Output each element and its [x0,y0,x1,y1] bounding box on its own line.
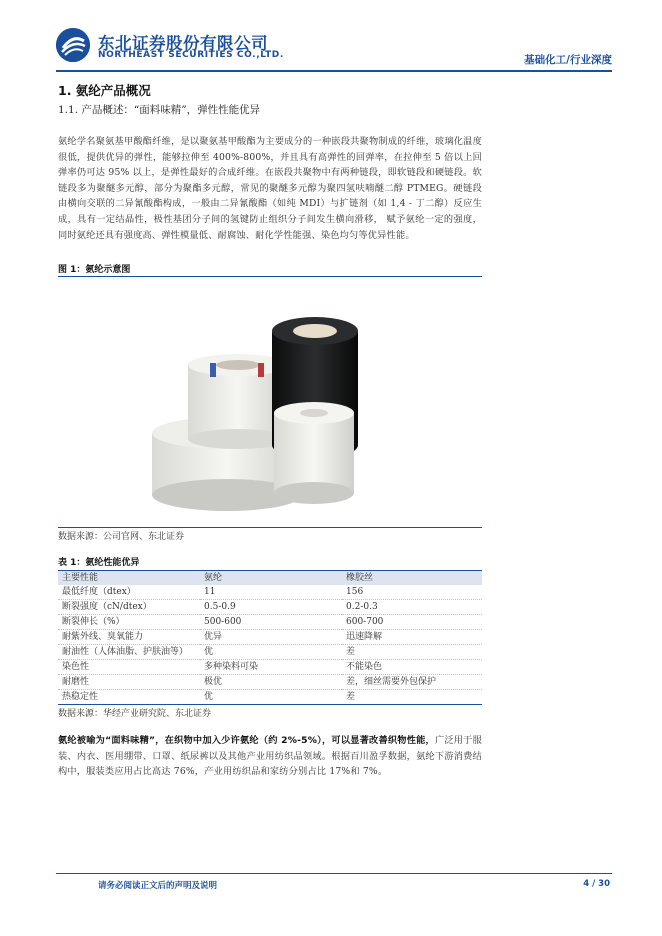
company-name-en: NORTHEAST SECURITIES CO.,LTD. [98,50,284,60]
table-cell: 断裂强度（cN/dtex） [62,602,152,613]
company-logo-icon [56,28,90,62]
company-name-cn: 东北证券股份有限公司 [98,34,268,53]
main-content [58,82,482,780]
table-title: 表 1：氨纶性能优异 [58,558,140,569]
table-header-cell: 橡胶丝 [346,573,374,584]
table-cell: 不能染色 [346,662,383,673]
table-row [58,630,482,645]
page-header [56,28,612,70]
table-cell: 最低纤度（dtex） [62,587,136,598]
subsection-heading: 1.1. 产品概述：“面料味精”，弹性性能优异 [58,104,261,116]
closing-paragraph [58,733,482,780]
table-header-row [58,571,482,586]
table-cell: 差 [346,647,356,658]
table-row [58,690,482,705]
table-cell: 多种染料可染 [204,662,259,673]
table-cell: 优 [204,692,214,703]
table-cell: 迅速降解 [346,632,383,643]
table-header-cell: 主要性能 [62,573,99,584]
table-source: 数据来源：华经产业研究院、东北证券 [58,709,212,720]
table-cell: 优异 [204,632,223,643]
table-cell: 11 [204,587,216,598]
header-divider [56,70,612,72]
table-cell: 差，细丝需要外包保护 [346,677,437,688]
table-cell: 染色性 [62,662,90,673]
table-row [58,645,482,660]
performance-table [58,570,482,705]
figure-title: 图 1：氨纶示意图 [58,263,482,277]
table-cell: 156 [346,587,364,598]
table-cell: 耐磨性 [62,677,90,688]
table-cell: 0.2-0.3 [346,602,378,613]
report-category: 基础化工/行业深度 [524,54,612,66]
table-cell: 优 [204,647,214,658]
table-cell: 断裂伸长（%） [62,617,125,628]
section-heading: 1. 氨纶产品概况 [58,83,151,98]
footer-disclaimer: 请务必阅读正文后的声明及说明 [98,881,218,891]
page-number: 4 / 30 [583,879,610,889]
table-cell: 600-700 [346,617,384,628]
table-cell: 耐油性（人体油脂、护肤油等） [62,647,189,658]
footer-divider [56,873,612,874]
table-row [58,585,482,600]
table-row [58,675,482,690]
table-cell: 热稳定性 [62,692,99,703]
figure-source: 数据来源：公司官网、东北证券 [58,527,482,541]
table-cell: 500-600 [204,617,242,628]
spandex-spools-illustration [58,283,482,527]
table-cell: 0.5-0.9 [204,602,236,613]
table-cell: 耐紫外线、臭氧能力 [62,632,144,643]
closing-paragraph-bold: 氨纶被喻为“面料味精”，在织物中加入少许氨纶（约 2%-5%），可以显著改善织物性能， [58,735,435,747]
spandex-spools-image [58,283,482,527]
closing-paragraph-text: 广泛用于服装、内衣、医用绷带、口罩、纸尿裤以及其他产业用纺织品领域。根据百川盈孚数据，氨纶下游消费结构中，服装类应用占比高达 76%，产业用纺织品和家纺分别占比 17%和 7%。 [58,735,482,778]
table-cell: 极优 [204,677,223,688]
table-row [58,600,482,615]
table-row [58,615,482,630]
intro-paragraph: 氨纶学名聚氨基甲酸酯纤维，是以聚氨基甲酸酯为主要成分的一种嵌段共聚物制成的纤维，玻璃化温度很低，提供优异的弹性，能够拉伸至 400%-800%，并且具有高弹性的回弹率，在拉伸至 5 倍以上回弹率仍可达 95% 以上，是弹性最好的合成纤维。在嵌段共聚物中有两种链段，即软链段和硬链段。软链段多为聚醚多元醇，部分为聚酯多元醇，常见的聚醚多元醇为聚四氢呋喃醚二醇 PTMEG。硬链段由横向交联的二异氰酸酯构成，一般由二异氰酸酯（如纯 MDI）与扩链剂（如 1,4 - 丁二醇）反应生成，具有一定结晶性，极性基团分子间的氢键防止组织分子间发生横向滑移， 赋予氨纶一定的强度，同时氨纶还具有强度高、弹性模量低、耐腐蚀、耐化学性能强、染色均匀等优异性能。 [58,136,482,241]
table-header-cell: 氨纶 [204,573,223,584]
table-cell: 差 [346,692,356,703]
table-row [58,660,482,675]
